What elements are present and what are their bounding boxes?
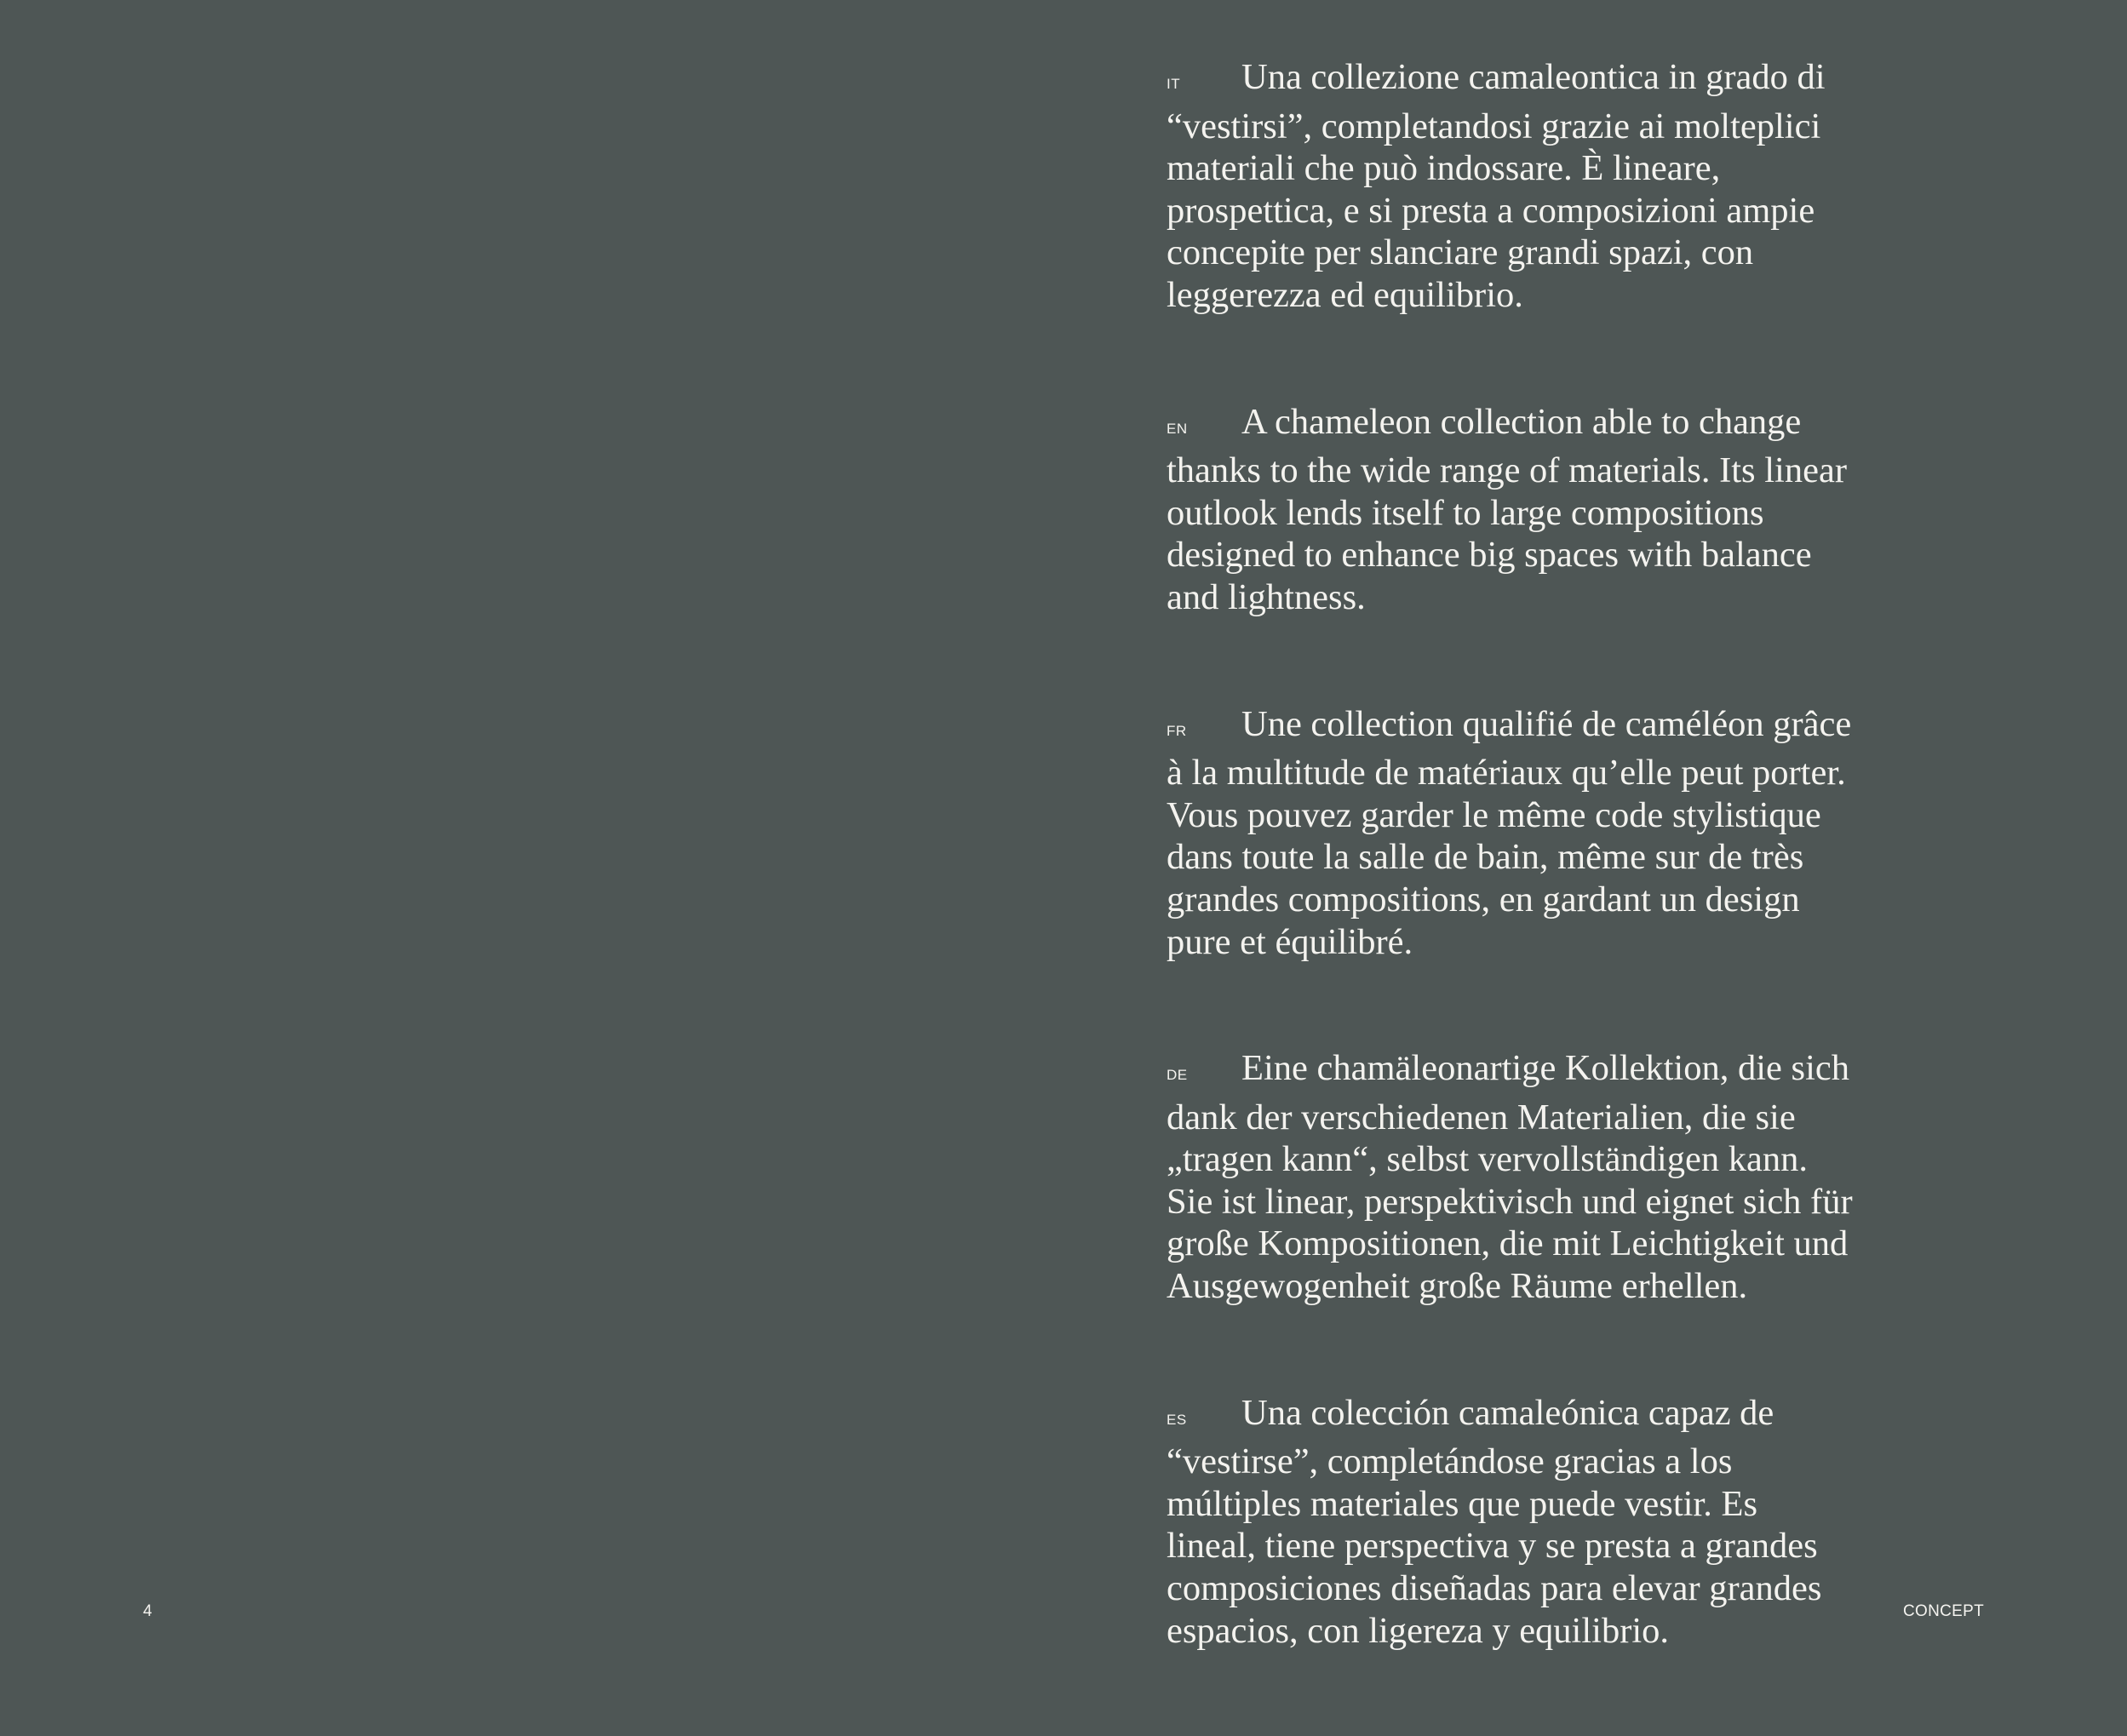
paragraph-line: espacios, con ligereza y equilibrio. [1167,1610,1670,1651]
paragraph-line: IT Una collezione camaleontica in grado di [1167,56,1984,106]
language-code-en: EN [1167,420,1188,437]
paragraph-line: “vestirsi”, completandosi grazie ai molteplici [1167,106,1821,146]
paragraph-line: EN A chameleon collection able to change [1167,401,1984,450]
paragraph-line: materiali che può indossare. È lineare, [1167,148,1721,189]
language-code-es: ES [1167,1411,1187,1428]
paragraph-line: composiciones diseñadas para elevar grandes [1167,1568,1822,1609]
paragraph-en [1167,401,1984,619]
paragraph-line: Ausgewogenheit große Räume erhellen. [1167,1266,1748,1307]
language-code-de: DE [1167,1067,1188,1084]
paragraph-line: prospettica, e si presta a composizioni ampie [1167,190,1815,231]
paragraph-line: dans toute la salle de bain, même sur de très [1167,837,1804,878]
paragraph-fr [1167,703,1984,964]
paragraph-line: große Kompositionen, die mit Leichtigkeit und [1167,1223,1849,1264]
paragraph-line: Vous pouvez garder le même code stylistique [1167,794,1821,835]
paragraph-line: and lightness. [1167,576,1366,617]
paragraph-line: designed to enhance big spaces with balance [1167,535,1812,576]
paragraph-line: dank der verschiedenen Materialien, die sie [1167,1097,1796,1137]
language-code-it: IT [1167,76,1181,92]
paragraph-line: concepite per slanciare grandi spazi, con [1167,232,1754,273]
language-code-fr: FR [1167,722,1187,739]
paragraph-it [1167,56,1984,317]
section-label: CONCEPT [1903,1602,1984,1620]
paragraph-line: leggerezza ed equilibrio. [1167,274,1523,315]
paragraph-line: thanks to the wide range of materials. Its linear [1167,450,1847,491]
paragraph-line: pure et équilibré. [1167,921,1413,962]
paragraph-line: múltiples materiales que puede vestir. Es [1167,1483,1757,1524]
paragraph-line: Sie ist linear, perspektivisch und eignet sich für [1167,1181,1853,1222]
paragraph-line: grandes compositions, en gardant un design [1167,879,1800,920]
paragraph-de [1167,1047,1984,1308]
paragraph-line: outlook lends itself to large compositions [1167,492,1764,533]
paragraph-line: FR Une collection qualifié de caméléon grâce [1167,703,1984,753]
multilingual-text-column [1167,56,1984,1736]
paragraph-line: ES Una colección camaleónica capaz de [1167,1392,1984,1441]
paragraph-line: DE Eine chamäleonartige Kollektion, die sich [1167,1047,1984,1097]
paragraph-line: à la multitude de matériaux qu’elle peut porter. [1167,753,1846,794]
paragraph-line: lineal, tiene perspectiva y se presta a grandes [1167,1526,1818,1567]
paragraph-es [1167,1392,1984,1653]
paragraph-line: “vestirse”, completándose gracias a los [1167,1441,1733,1482]
paragraph-line: „tragen kann“, selbst vervollständigen kann. [1167,1139,1808,1180]
page-number: 4 [143,1602,152,1620]
